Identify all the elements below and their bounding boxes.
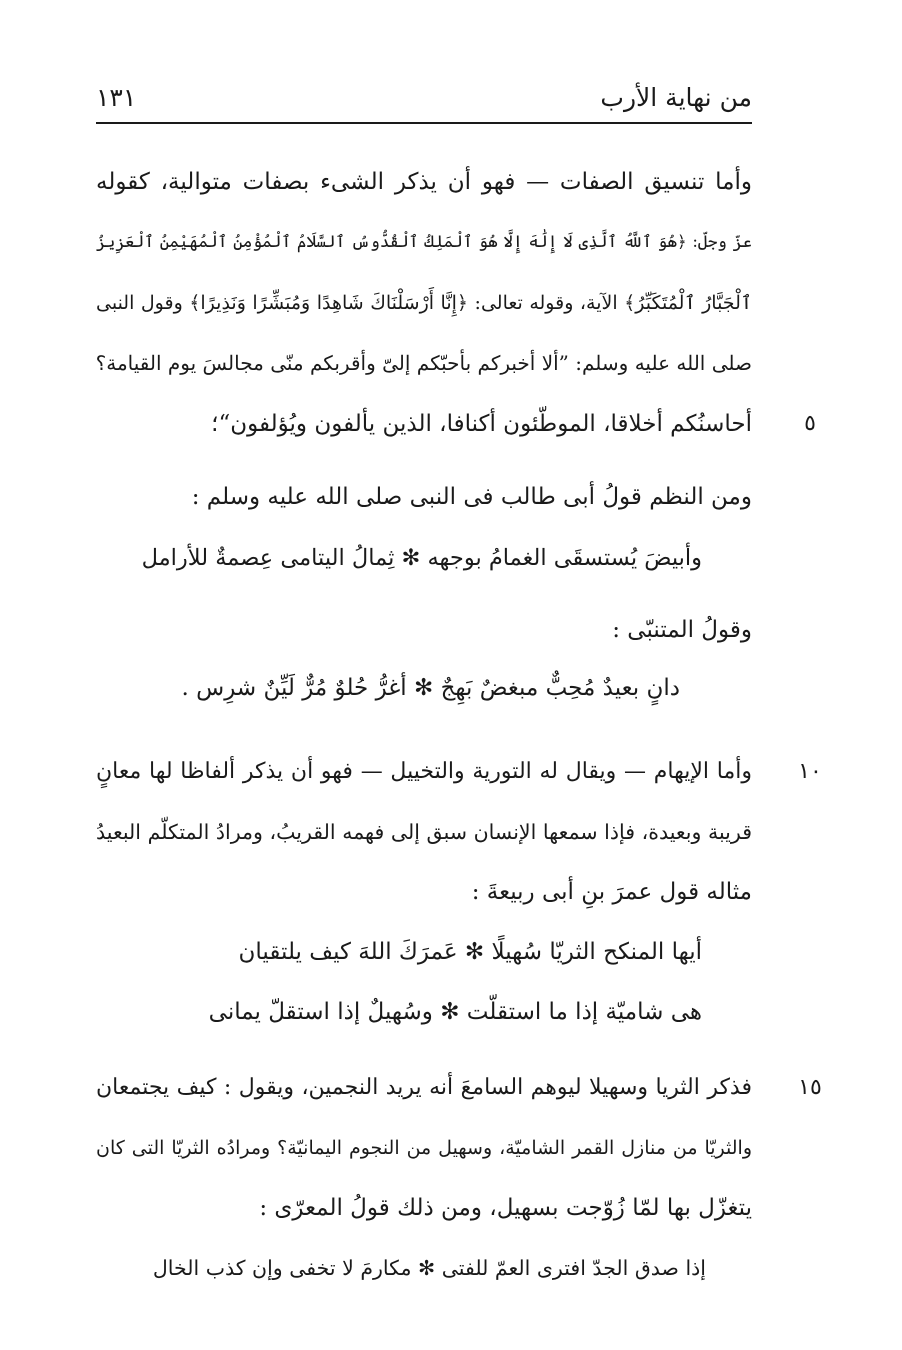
- line-number: ١٥: [798, 1075, 822, 1100]
- text-line: أحاسنُكم أخلاقا، الموطّئون أكنافا، الذين يألفون ويُؤلفون“؛: [211, 411, 752, 437]
- text-line: ٱلْجَبَّارُ ٱلْمُتَكَبِّرُ﴾ الآية، وقوله تعالى: ﴿إِنَّا أَرْسَلْنَاكَ شَاهِدًا وَمُبَشِّرًا وَنَذِيرًا﴾ وقول النبى: [96, 292, 752, 314]
- text-line: فذكر الثريا وسهيلا ليوهم السامعَ أنه يريد النجمين، ويقول : كيف يجتمعان: [96, 1075, 752, 1100]
- verse-line: دانٍ بعيدٌ مُحِبٌّ مبغضٌ بَهِجٌ ✻ أغرُّ حُلوٌ مُرٌّ لَيِّنٌ شرِس .: [181, 675, 680, 701]
- page-number: ١٣١: [96, 82, 137, 112]
- text-line: وأما الإيهام — ويقال له التورية والتخييل — فهو أن يذكر ألفاظا لها معانٍ: [96, 759, 752, 784]
- text-line: قريبة وبعيدة، فإذا سمعها الإنسان سبق إلى فهمه القريبُ، ومرادُ المتكلّم البعيدُ: [96, 820, 752, 844]
- text-line: والثريّا من منازل القمر الشاميّة، وسهيل من النجوم اليمانيّة؟ ومرادُه الثريّا التى كان: [96, 1137, 752, 1159]
- text-line: ومن النظم قولُ أبى طالب فى النبى صلى الله عليه وسلم :: [191, 484, 752, 510]
- verse-line: هى شاميّة إذا ما استقلّت ✻ وسُهيلٌ إذا استقلّ يمانى: [208, 999, 702, 1025]
- text-line: مثاله قول عمرَ بنِ أبى ربيعةَ :: [471, 879, 752, 905]
- text-line: يتغزّل بها لمّا زُوّجت بسهيل، ومن ذلك قولُ المعرّى :: [259, 1195, 752, 1221]
- running-title: من نهاية الأرب: [600, 82, 752, 112]
- text-line: وأما تنسيق الصفات — فهو أن يذكر الشىء بصفات متوالية، كقوله: [96, 169, 752, 195]
- text-line: عزّ وجلّ: ﴿هُوَ ٱللَّهُ ٱلَّذِى لَا إِلَٰهَ إِلَّا هُوَ ٱلْمَلِكُ ٱلْقُدُّوسُ ٱلسَّلَامُ ٱلْمُؤْمِنُ ٱلْمُهَيْمِنُ ٱلْعَزِيزُ: [96, 232, 752, 251]
- header-rule: [96, 122, 752, 124]
- line-number: ٥: [804, 411, 816, 436]
- line-number: ١٠: [798, 759, 822, 784]
- verse-line: وأبيضَ يُستسقَى الغمامُ بوجهه ✻ ثِمالُ اليتامى عِصمةٌ للأرامل: [141, 545, 702, 571]
- verse-line: إذا صدق الجدّ افترى العمّ للفتى ✻ مكارمَ لا تخفى وإن كذب الخال: [152, 1256, 706, 1280]
- verse-line: أيها المنكح الثريّا سُهيلًا ✻ عَمرَكَ اللهَ كيف يلتقيان: [238, 939, 702, 965]
- running-head: [96, 72, 752, 122]
- text-line: وقولُ المتنبّى :: [612, 617, 752, 643]
- text-line: صلى الله عليه وسلم: ”ألا أخبركم بأحبّكم إلىّ وأقربكم منّى مجالسَ يوم القيامة؟: [95, 351, 752, 375]
